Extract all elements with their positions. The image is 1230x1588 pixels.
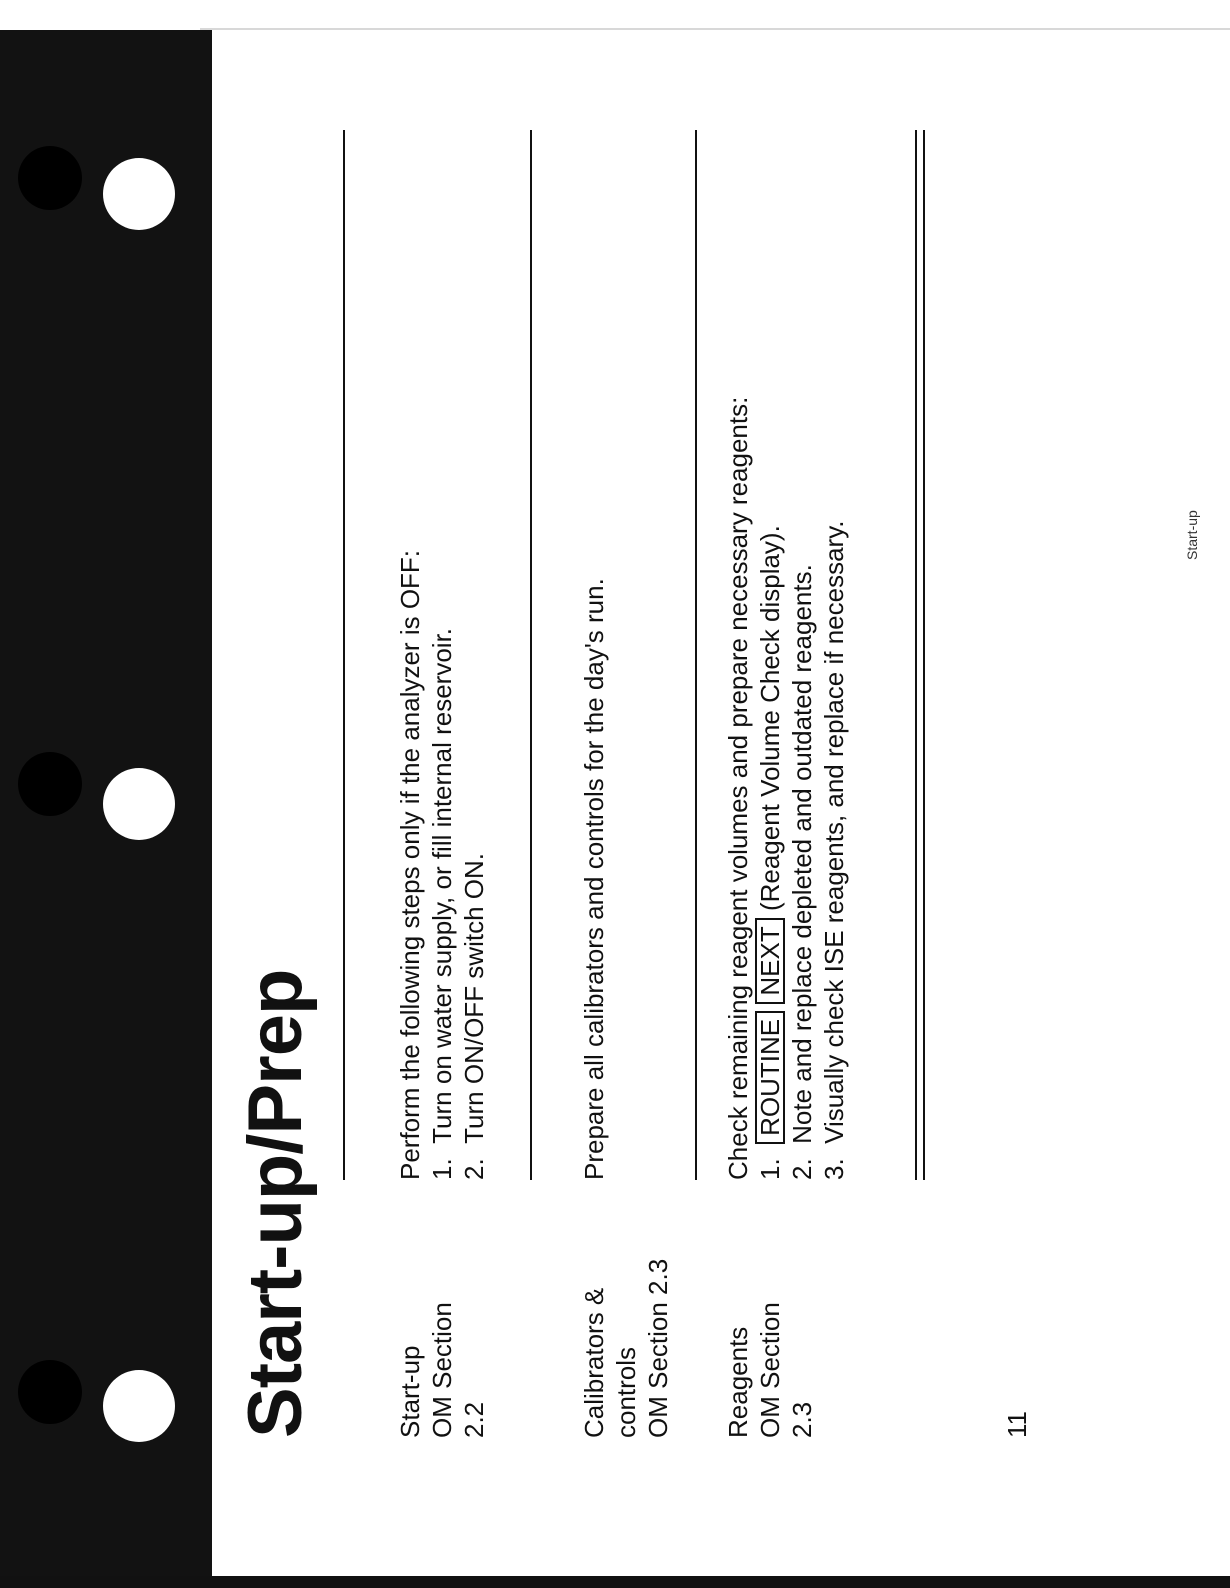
label-line: Reagents: [723, 1326, 753, 1438]
label-line: controls: [611, 1346, 641, 1438]
label-line: OM Section 2.3: [643, 1258, 673, 1438]
section-divider: [343, 130, 345, 1180]
section-end-rule: [923, 130, 925, 1180]
step-item: [754, 397, 786, 1180]
step-item: [458, 550, 490, 1180]
section-divider: [530, 130, 532, 1180]
step-number: 2.: [459, 1158, 489, 1180]
section-body-start-up: [394, 550, 490, 1180]
section-intro: Perform the following steps only if the analyzer is OFF:: [395, 549, 425, 1180]
step-number: 1.: [427, 1158, 457, 1180]
section-body-reagents: [722, 397, 850, 1180]
section-label-start-up: [394, 1302, 490, 1438]
step-text: Visually check ISE reagents, and replace if necessary.: [819, 520, 849, 1144]
label-line: OM Section: [427, 1302, 457, 1438]
routine-key: ROUTINE: [755, 1011, 785, 1144]
step-number: 1.: [755, 1158, 785, 1180]
label-line: 2.3: [787, 1401, 817, 1438]
section-label-reagents: [722, 1302, 818, 1438]
section-divider: [695, 130, 697, 1180]
footer-text: Start-up: [1184, 510, 1200, 560]
label-line: 2.2: [459, 1401, 489, 1438]
section-end-rule: [915, 130, 917, 1180]
step-item: [818, 397, 850, 1180]
step-text: Note and replace depleted and outdated reagents.: [787, 564, 817, 1144]
section-body-calibrators: [578, 578, 610, 1180]
label-line: OM Section: [755, 1302, 785, 1438]
section-intro: Check remaining reagent volumes and prepare necessary reagents:: [723, 396, 753, 1180]
step-number: 3.: [819, 1158, 849, 1180]
section-label-calibrators: [578, 1259, 674, 1438]
section-intro: Prepare all calibrators and controls for the day's run.: [579, 578, 609, 1180]
label-line: Calibrators &: [579, 1287, 609, 1438]
page-number: 11: [1002, 1411, 1032, 1438]
step-text: Turn on water supply, or fill internal reservoir.: [427, 627, 457, 1144]
step-number: 2.: [787, 1158, 817, 1180]
page-title: Start-up/Prep: [233, 969, 318, 1438]
label-line: Start-up: [395, 1345, 425, 1438]
step-text: (Reagent Volume Check display).: [755, 525, 785, 912]
step-item: [786, 397, 818, 1180]
step-text: Turn ON/OFF switch ON.: [459, 853, 489, 1144]
next-key: NEXT: [755, 918, 785, 1003]
step-item: [426, 550, 458, 1180]
